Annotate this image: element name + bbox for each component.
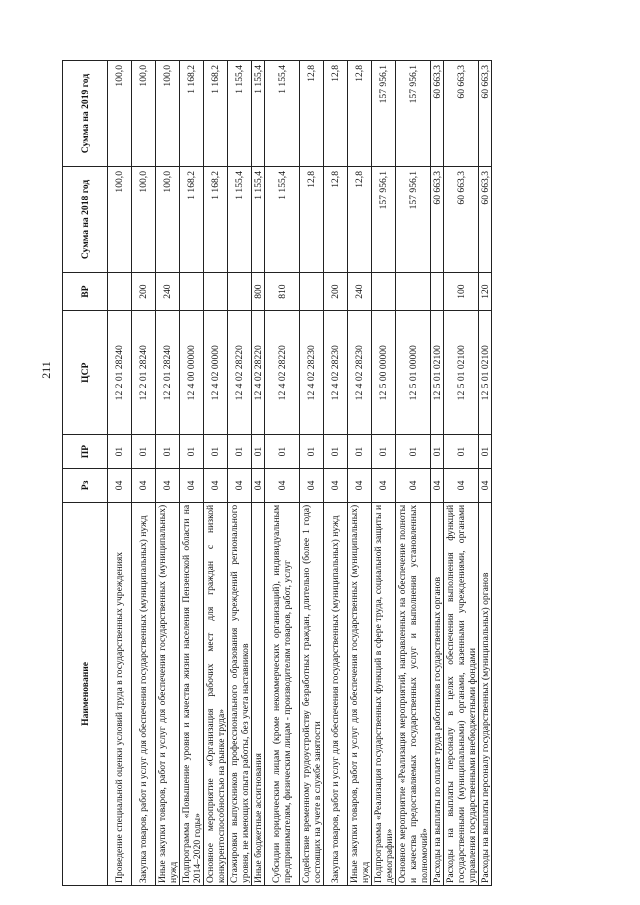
cell-rz: 04 — [431, 469, 444, 503]
cell-sum-2018: 12,8 — [348, 167, 372, 273]
cell-sum-2018: 1 155,4 — [252, 167, 265, 273]
cell-pr: 01 — [180, 435, 204, 469]
cell-pr: 01 — [396, 435, 431, 469]
cell-pr: 01 — [348, 435, 372, 469]
header-name: Наименование — [63, 502, 108, 885]
table-row — [180, 61, 204, 886]
cell-vr: 240 — [156, 272, 180, 310]
cell-sum-2018: 60 663,3 — [444, 167, 479, 273]
cell-rz: 04 — [228, 469, 252, 503]
cell-sum-2018: 1 168,2 — [180, 167, 204, 273]
table-row — [431, 61, 444, 886]
cell-sum-2018: 12,8 — [300, 167, 324, 273]
table-row — [132, 61, 156, 886]
cell-pr: 01 — [132, 435, 156, 469]
header-row — [63, 61, 108, 886]
cell-csr: 12 4 00 00000 — [180, 311, 204, 435]
cell-pr: 01 — [156, 435, 180, 469]
cell-csr: 12 5 00 00000 — [372, 311, 396, 435]
cell-sum-2018: 1 168,2 — [204, 167, 228, 273]
cell-name: Расходы на выплаты по оплате труда работников государственных органов — [431, 502, 444, 885]
table-row — [396, 61, 431, 886]
cell-vr: 810 — [265, 272, 300, 310]
cell-name: Стажировки выпускников профессионального образования учреждений регионального уровня, не имеющих опыта работы, без учета наставников — [228, 502, 252, 885]
cell-name: Закупка товаров, работ и услуг для обеспечения государственных (муниципальных) нужд — [132, 502, 156, 885]
cell-sum-2019: 1 155,4 — [228, 61, 252, 167]
cell-pr: 01 — [252, 435, 265, 469]
budget-table-container — [62, 60, 492, 886]
table-row — [228, 61, 252, 886]
table-header — [63, 61, 108, 886]
cell-csr: 12 5 01 00000 — [396, 311, 431, 435]
cell-csr: 12 5 01 02100 — [431, 311, 444, 435]
cell-vr: 200 — [132, 272, 156, 310]
cell-sum-2018: 100,0 — [132, 167, 156, 273]
cell-pr: 01 — [372, 435, 396, 469]
cell-rz: 04 — [204, 469, 228, 503]
cell-sum-2018: 157 956,1 — [396, 167, 431, 273]
cell-sum-2019: 1 155,4 — [252, 61, 265, 167]
cell-rz: 04 — [156, 469, 180, 503]
cell-rz: 04 — [180, 469, 204, 503]
cell-vr — [372, 272, 396, 310]
cell-pr: 01 — [444, 435, 479, 469]
cell-rz: 04 — [252, 469, 265, 503]
cell-rz: 04 — [108, 469, 132, 503]
page-number: 211 — [39, 361, 53, 379]
cell-sum-2019: 12,8 — [348, 61, 372, 167]
cell-vr: 800 — [252, 272, 265, 310]
budget-table — [62, 60, 492, 886]
cell-csr: 12 4 02 28230 — [348, 311, 372, 435]
cell-name: Основное мероприятие «Реализация мероприятий, направленных на обеспечение полноты и качества предоставляемых государственных услуг и выполнения установленных полномочий» — [396, 502, 431, 885]
cell-csr: 12 4 02 28230 — [300, 311, 324, 435]
cell-name: Иные закупки товаров, работ и услуг для обеспечения государственных (муниципальных) нужд — [348, 502, 372, 885]
header-vr: ВР — [63, 272, 108, 310]
cell-sum-2019: 60 663,3 — [479, 61, 492, 167]
cell-csr: 12 2 01 28240 — [132, 311, 156, 435]
cell-rz: 04 — [396, 469, 431, 503]
cell-sum-2018: 1 155,4 — [228, 167, 252, 273]
cell-vr — [300, 272, 324, 310]
cell-sum-2019: 1 168,2 — [180, 61, 204, 167]
cell-rz: 04 — [348, 469, 372, 503]
header-rz — [63, 469, 108, 503]
cell-sum-2018: 60 663,3 — [431, 167, 444, 273]
cell-pr: 01 — [324, 435, 348, 469]
header-rz-label: Рз — [79, 480, 91, 491]
cell-sum-2018: 157 956,1 — [372, 167, 396, 273]
cell-sum-2019: 1 155,4 — [265, 61, 300, 167]
cell-name: Основное мероприятие «Организация рабочих мест для граждан с низкой конкурентоспособностью на рынке труда» — [204, 502, 228, 885]
cell-sum-2018: 100,0 — [108, 167, 132, 273]
cell-csr: 12 5 01 02100 — [444, 311, 479, 435]
cell-name: Субсидии юридическим лицам (кроме некоммерческих организаций), индивидуальным предпринимателям, физическим лицам - производителям товаров, работ, услуг — [265, 502, 300, 885]
cell-csr: 12 4 02 28230 — [324, 311, 348, 435]
cell-name: Расходы на выплаты персоналу государственных (муниципальных) органов — [479, 502, 492, 885]
cell-vr: 120 — [479, 272, 492, 310]
cell-sum-2019: 60 663,3 — [444, 61, 479, 167]
cell-sum-2019: 157 956,1 — [372, 61, 396, 167]
cell-name: Содействие временному трудоустройству безработных граждан, длительно (более 1 года) состоящих на учете в службе занятости — [300, 502, 324, 885]
cell-vr — [431, 272, 444, 310]
cell-vr: 240 — [348, 272, 372, 310]
table-body — [108, 61, 492, 886]
cell-rz: 04 — [132, 469, 156, 503]
cell-vr: 200 — [324, 272, 348, 310]
cell-pr: 01 — [228, 435, 252, 469]
cell-rz: 04 — [444, 469, 479, 503]
cell-csr: 12 2 01 28240 — [108, 311, 132, 435]
cell-name: Иные бюджетные ассигнования — [252, 502, 265, 885]
cell-name: Иные закупки товаров, работ и услуг для обеспечения государственных (муниципальных) нужд — [156, 502, 180, 885]
header-sum-2018: Сумма на 2018 год — [63, 167, 108, 273]
header-sum-2019: Сумма на 2019 год — [63, 61, 108, 167]
cell-sum-2018: 100,0 — [156, 167, 180, 273]
cell-csr: 12 4 02 00000 — [204, 311, 228, 435]
header-pr: ПР — [63, 435, 108, 469]
cell-pr: 01 — [300, 435, 324, 469]
cell-sum-2018: 12,8 — [324, 167, 348, 273]
cell-pr: 01 — [265, 435, 300, 469]
table-row — [300, 61, 324, 886]
cell-vr — [108, 272, 132, 310]
cell-vr — [180, 272, 204, 310]
cell-sum-2019: 12,8 — [324, 61, 348, 167]
cell-csr: 12 5 01 02100 — [479, 311, 492, 435]
cell-sum-2019: 100,0 — [156, 61, 180, 167]
cell-name: Подпрограмма «Реализация государственных функций в сфере труда, социальной защиты и демографии» — [372, 502, 396, 885]
cell-rz: 04 — [479, 469, 492, 503]
cell-name: Проведение специальной оценки условий труда в государственных учреждениях — [108, 502, 132, 885]
cell-rz: 04 — [324, 469, 348, 503]
cell-rz: 04 — [300, 469, 324, 503]
cell-csr: 12 4 02 28220 — [228, 311, 252, 435]
header-csr: ЦСР — [63, 311, 108, 435]
cell-vr — [228, 272, 252, 310]
cell-sum-2018: 1 155,4 — [265, 167, 300, 273]
cell-sum-2019: 60 663,3 — [431, 61, 444, 167]
cell-pr: 01 — [108, 435, 132, 469]
cell-vr — [396, 272, 431, 310]
cell-csr: 12 2 01 28240 — [156, 311, 180, 435]
cell-name: Подпрограмма «Повышение уровня и качества жизни населения Пензенской области на 2014–2020 годы» — [180, 502, 204, 885]
cell-csr: 12 4 02 28220 — [265, 311, 300, 435]
cell-pr: 01 — [479, 435, 492, 469]
cell-sum-2019: 157 956,1 — [396, 61, 431, 167]
table-row — [204, 61, 228, 886]
cell-pr: 01 — [204, 435, 228, 469]
cell-vr: 100 — [444, 272, 479, 310]
cell-vr — [204, 272, 228, 310]
cell-name: Расходы на выплаты персоналу в целях обеспечения выполнения функций государственными (муниципальными) органами, казенными учреждениями, органами управления государственными внебюджетными фондами — [444, 502, 479, 885]
table-row — [265, 61, 300, 886]
table-row — [479, 61, 492, 886]
cell-rz: 04 — [372, 469, 396, 503]
cell-sum-2018: 60 663,3 — [479, 167, 492, 273]
table-row — [324, 61, 348, 886]
table-row — [252, 61, 265, 886]
table-row — [444, 61, 479, 886]
table-row — [156, 61, 180, 886]
cell-sum-2019: 1 168,2 — [204, 61, 228, 167]
cell-pr: 01 — [431, 435, 444, 469]
table-row — [108, 61, 132, 886]
table-row — [348, 61, 372, 886]
cell-rz: 04 — [265, 469, 300, 503]
cell-sum-2019: 100,0 — [132, 61, 156, 167]
cell-sum-2019: 100,0 — [108, 61, 132, 167]
cell-csr: 12 4 02 28220 — [252, 311, 265, 435]
cell-name: Закупка товаров, работ и услуг для обеспечения государственных (муниципальных) нужд — [324, 502, 348, 885]
cell-sum-2019: 12,8 — [300, 61, 324, 167]
table-row — [372, 61, 396, 886]
